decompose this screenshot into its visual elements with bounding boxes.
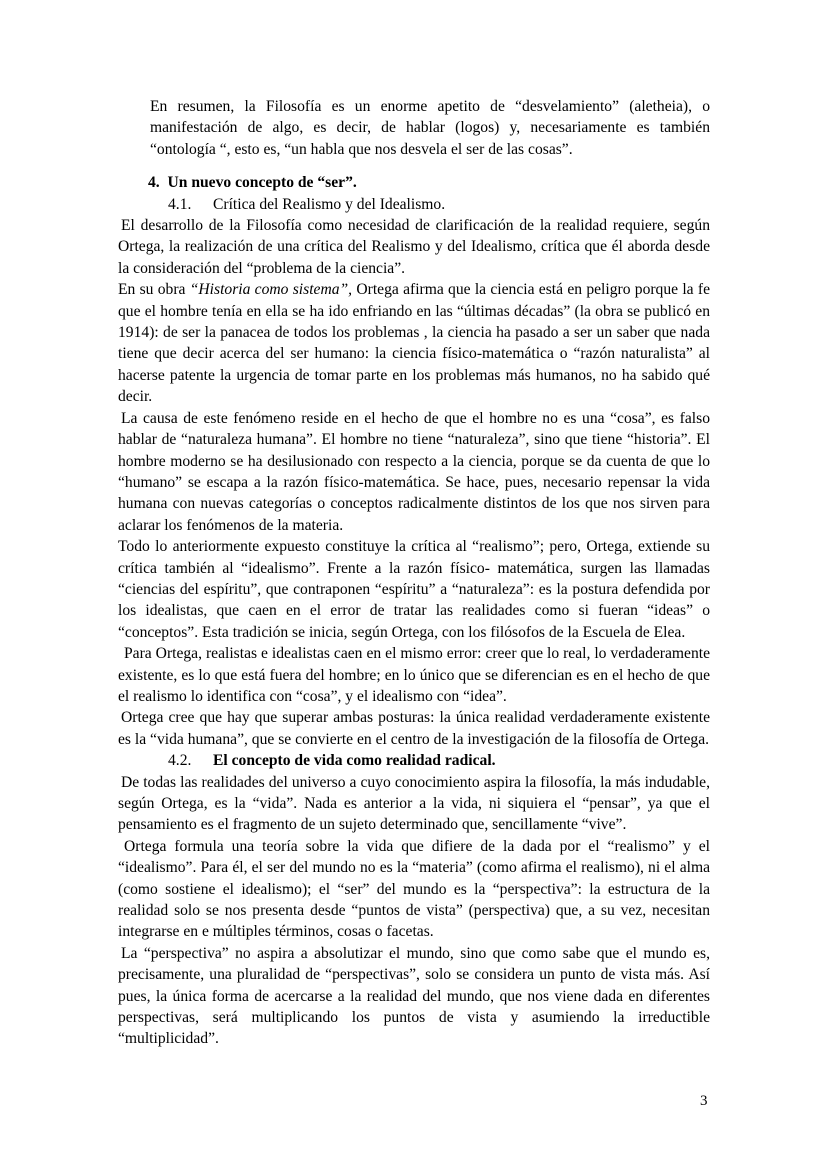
page-body <box>118 96 710 1050</box>
paragraph-1: El desarrollo de la Filosofía como necesidad de clarificación de la realidad requiere, según Ortega, la realización de una crítica del Realismo y del Idealismo, crítica que él aborda desde la consideración del “problema de la ciencia”. <box>118 217 710 277</box>
paragraph-7: De todas las realidades del universo a cuyo conocimiento aspira la filosofía, la más indudable, según Ortega, es la “vida”. Nada es anterior a la vida, ni siquiera el “pensar”, ya que el pensamiento es el fragmento de un sujeto determinado que, sencillamente “vive”. <box>118 773 710 834</box>
paragraph-5: Para Ortega, realistas e idealistas caen en el mismo error: creer que lo real, lo verdaderamente existente, es lo que está fuera del hombre; en lo único que se diferencian es en el hecho de que el realismo lo identifica con “cosa”, y el idealismo con “idea”. <box>118 645 710 705</box>
paragraph-4: Todo lo anteriormente expuesto constituye la crítica al “realismo”; pero, Ortega, extiende su crítica también al “idealismo”. Frente a la razón físico- matemática, surgen las llamadas “ciencias del espíritu”, que contraponen “espíritu” a “naturaleza”: es la postura defendida por los idealistas, que caen en el error de tratar las realidades como si fueran “ideas” o “conceptos”. Esta tradición se inicia, según Ortega, con los filósofos de la Escuela de Elea. <box>118 538 710 641</box>
section-4-number: 4. <box>148 174 160 192</box>
section-4-2-heading <box>118 750 710 771</box>
paragraph-2 <box>118 279 710 407</box>
paragraph-2-post: Ortega afirma que la ciencia está en peligro porque la fe que el hombre tenía en ella se ha ido enfriando en las “últimas décadas” (la obra se publicó en 1914): de ser la panacea de todos los problemas , la ciencia ha pasado a ser un saber que nada tiene que decir acerca del ser humano: la ciencia físico-matemática o “razón naturalista” al hacerse patente la urgencia de tomar parte en los problemas más humanos, no ha sabido qué decir. <box>118 281 710 406</box>
paragraph-2-pre: En su obra <box>118 281 190 299</box>
section-4-title: Un nuevo concepto de “ser”. <box>167 174 357 192</box>
section-4-1-number: 4.1. <box>168 195 192 213</box>
intro-paragraph: En resumen, la Filosofía es un enorme apetito de “desvelamiento” (aletheia), o manifestación de algo, es decir, de hablar (logos) y, necesariamente es también “ontología “, esto es, “un habla que nos desvela el ser de las cosas”. <box>150 98 710 158</box>
section-4-1-heading <box>118 194 710 215</box>
paragraph-9: La “perspectiva” no aspira a absolutizar el mundo, sino que como sabe que el mundo es, precisamente, una pluralidad de “perspectivas”, solo se considera un punto de vista más. Así pues, la única forma de acercarse a la realidad del mundo, que nos viene dada en diferentes perspectivas, será multiplicando los puntos de vista y asumiendo la irreductible “multiplicidad”. <box>118 944 710 1048</box>
section-4-1-title: Crítica del Realismo y del Idealismo. <box>213 195 446 213</box>
section-4-2-title: El concepto de vida como realidad radical. <box>213 752 496 770</box>
paragraph-6: Ortega cree que hay que superar ambas posturas: la única realidad verdaderamente existente es la “vida humana”, que se convierte en el centro de la investigación de la filosofía de Ortega. <box>118 709 710 748</box>
section-4-2-number: 4.2. <box>168 752 192 770</box>
page-number: 3 <box>700 1093 708 1109</box>
paragraph-8: Ortega formula una teoría sobre la vida que difiere de la dada por el “realismo” y el “idealismo”. Para él, el ser del mundo no es la “materia” (como afirma el realismo), ni el alma (como sostiene el idealismo); el “ser” del mundo es la “perspectiva”: la estructura de la realidad solo se nos presenta desde “puntos de vista” (perspectiva) que, a su vez, necesitan integrarse en e múltiples términos, cosas o facetas. <box>118 837 710 941</box>
book-title: “Historia como sistema”, <box>189 281 353 299</box>
paragraph-3: La causa de este fenómeno reside en el hecho de que el hombre no es una “cosa”, es falso hablar de “naturaleza humana”. El hombre no tiene “naturaleza”, sino que tiene “historia”. El hombre moderno se ha desilusionado con respecto a la ciencia, porque se da cuenta de que lo “humano” se escapa a la razón físico-matemática. Se hace, pues, necesario repensar la vida humana con nuevas categorías o conceptos radicalmente distintos de los que nos sirven para aclarar los fenómenos de la materia. <box>118 409 710 534</box>
section-4-heading <box>118 172 710 193</box>
